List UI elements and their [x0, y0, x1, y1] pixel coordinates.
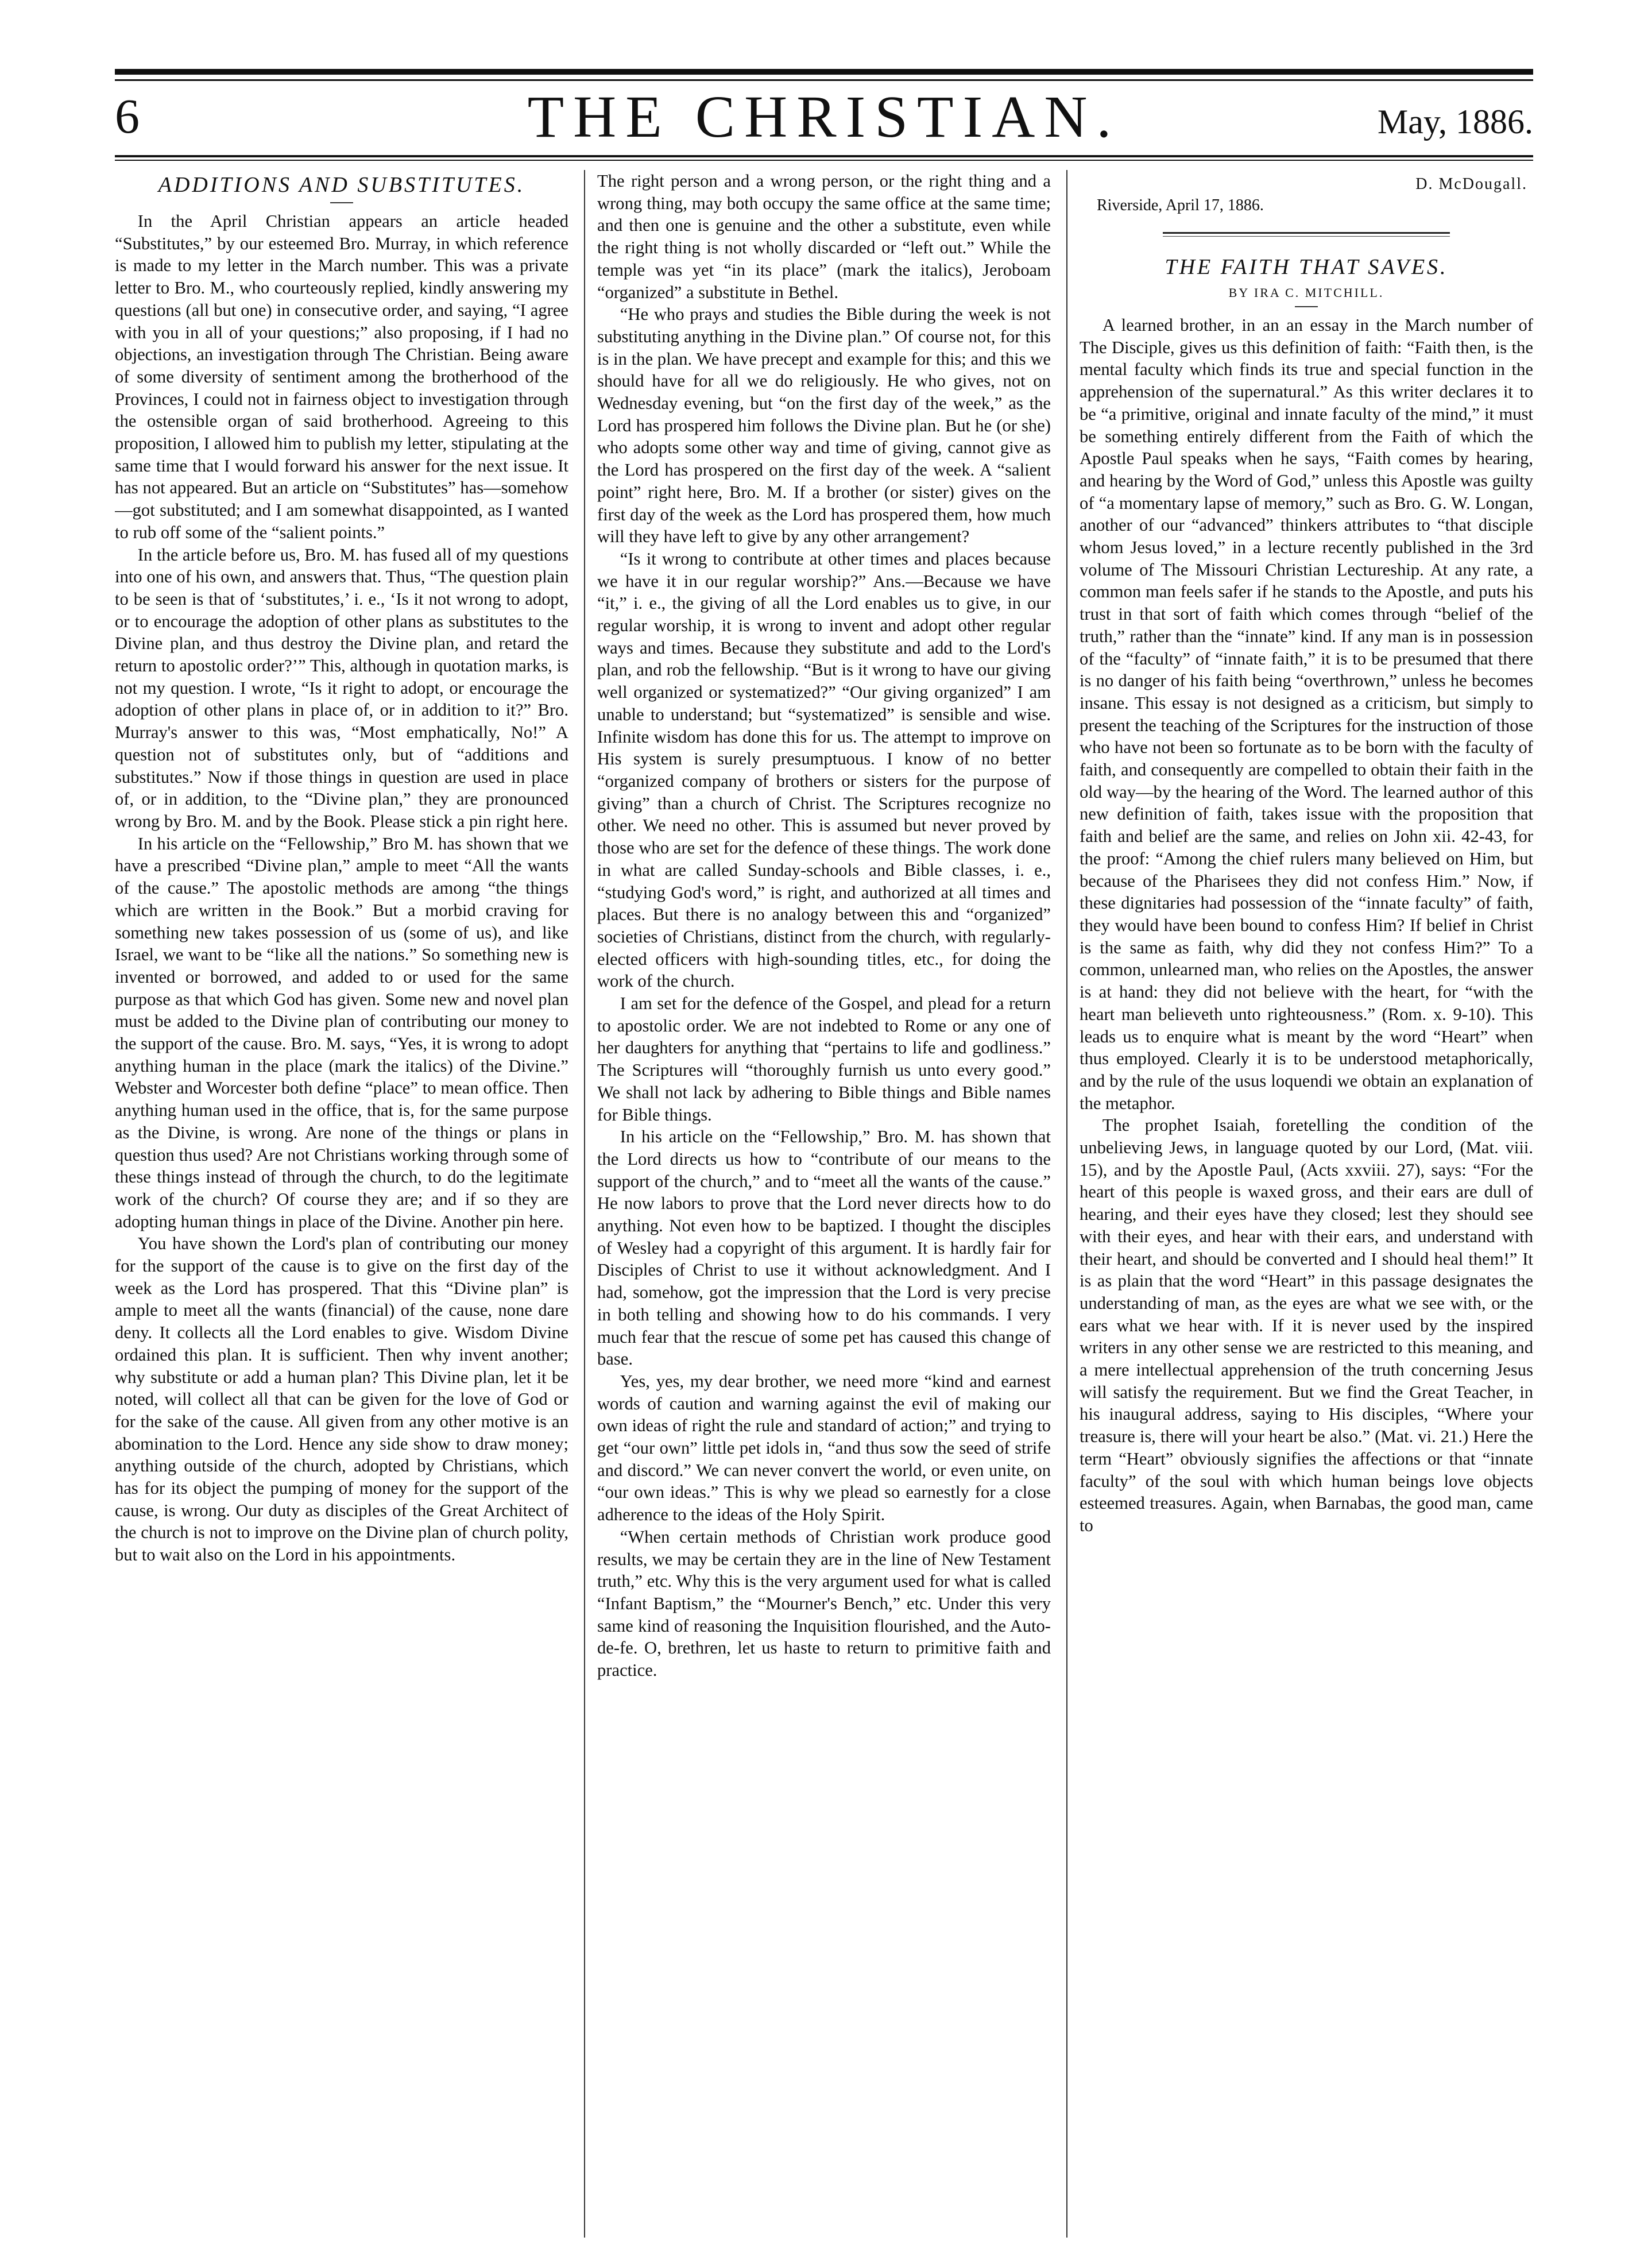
column-2: [597, 170, 1051, 2238]
masthead-rule-top-thick: [115, 69, 1533, 75]
masthead-rule-bottom-thick: [115, 155, 1533, 157]
masthead: [115, 86, 1533, 149]
masthead-rule-bottom-thin: [115, 160, 1533, 161]
article-paragraph: In his article on the “Fellowship,” Bro M. has shown that we have a prescribed “Divine plan,” ample to meet “All the wants of the cause.” The apostolic methods are among “the things which are written in the Book.” But a morbid craving for something new takes possession of us (some of us), and like Israel, we want to be “like all the nations.” So something new is invented or borrowed, and added to or used for the same purpose as that which God has given. Some new and novel plan must be added to the Divine plan of contributing our money to the support of the cause. Bro. M. says, “Yes, it is wrong to adopt anything human in the place (mark the italics) of the Divine.” Webster and Worcester both define “place” to mean office. Then anything human used in the office, that is, for the same purpose as the Divine, is wrong. Are none of the things or plans in question thus used? Are not Christians working through some of these things instead of through the church, to do the legitimate work of the church? Of course they are; and if so they are adopting human things in place of the Divine. Another pin here.: [115, 833, 568, 1231]
article-paragraph: “Is it wrong to contribute at other times and places because we have it in our regular worship?” Ans.—Because we have “it,” i. e., the giving of all the Lord enables us to give, in our regular worship, it is wrong to invent and adopt other regular ways and times. Because they substitute and add to the Lord's plan, and rob the fellowship. “But is it wrong to have our giving well organized or systematized?” “Our giving organized” I am unable to understand; but “systematized” is sensible and wise. Infinite wisdom has done this for us. The attempt to improve on His system is surely presumptuous. I know of no better “organized company of brothers or sisters for the purpose of giving” than a church of Christ. The Scriptures recognize no other. We need no other. This is assumed but never proved by those who are set for the defence of these things. The work done in what are called Sunday-schools and Bible classes, i. e., “studying God's word,” is right, and authorized at all times and places. But there is no analogy between this and “organized” societies of Christians, distinct from the church, with regularly-elected officers with high-sounding titles, etc., for doing the work of the church.: [597, 548, 1051, 991]
column-separator: [1066, 170, 1067, 2238]
paper-title: THE CHRISTIAN.: [527, 84, 1121, 150]
column-3: [1080, 170, 1533, 2238]
article-paragraph: Yes, yes, my dear brother, we need more “kind and earnest words of caution and warning against the evil of making our own ideas of right the rule and standard of action;” and trying to get “our own” little pet idols in, “and thus sow the seed of strife and discord.” We can never convert the world, or even unite, on “our own ideas.” This is why we plead so earnestly for a close adherence to the ideas of the Holy Spirit.: [597, 1371, 1051, 1525]
masthead-rule-top-thin: [115, 79, 1533, 81]
article-divider: [1163, 232, 1450, 234]
column-1: [115, 170, 568, 2238]
article-paragraph: You have shown the Lord's plan of contributing our money for the support of the cause is to give on the first day of the week as the Lord has prospered. That this “Divine plan” is ample to meet all the wants (financial) of the cause, none dare deny. It collects all the Lord enables to give. Wisdom Divine ordained this plan. It is sufficient. Then why invent another; why substitute or add a human plan? This Divine plan, let it be noted, will collect all that can be given for the love of God or for the sake of the cause. All given from any other motive is an abomination to the Lord. Hence any side show to draw money; anything outside of the church, adopted by Christians, which has for its object the pumping of money for the support of the cause, is wrong. Our duty as disciples of the Great Architect of the church is not to improve on the Divine plan of church polity, but to wait also on the Lord in his appointments.: [115, 1234, 568, 1565]
article-headline: ADDITIONS AND SUBSTITUTES.: [158, 173, 525, 197]
article-byline: BY IRA C. MITCHILL.: [1228, 285, 1384, 300]
article-paragraph: The right person and a wrong person, or the right thing and a wrong thing, may both occupy the same office at the same time; and then one is genuine and the other a substitute, even while the right thing is not wholly discarded or “left out.” While the temple was yet “in its place” (mark the italics), Jeroboam “organized” a substitute in Bethel.: [597, 171, 1051, 302]
article-paragraph: In the April Christian appears an article headed “Substitutes,” by our esteemed Bro. Murray, in which reference is made to my letter in the March number. This was a private letter to Bro. M., who courteously replied, kindly answering my questions (all but one) in consecutive order, and saying, “I agree with you in all of your questions;” also proposing, if I had no objections, an investigation through The Christian. Being aware of some diversity of sentiment among the brotherhood of the Provinces, I could not in fairness object to investigation through the ostensible organ of said brotherhood. Agreeing to this proposition, I allowed him to publish my letter, stipulating at the same time that I would forward his answer for the next issue. It has not appeared. But an article on “Substitutes” has—somehow—got substituted; and I am somewhat disappointed, as I wanted to rub off some of the “salient points.”: [115, 211, 568, 542]
byline-dash: [1295, 306, 1318, 307]
article-dateline: Riverside, April 17, 1886.: [1097, 196, 1264, 214]
article-paragraph: “When certain methods of Christian work produce good results, we may be certain they are in the line of New Testament truth,” etc. Why this is the very argument used for what is called “Infant Baptism,” the “Mourner's Bench,” etc. Under this very same kind of reasoning the Inquisition flourished, and the Auto-de-fe. O, brethren, let us haste to return to primitive faith and practice.: [597, 1527, 1051, 1680]
article-paragraph: “He who prays and studies the Bible during the week is not substituting anything in the Divine plan.” Of course not, for this is in the plan. We have precept and example for this; and this we should have for all we do religiously. He who gives, not on Wednesday evening, but “on the first day of the week,” as the Lord has prospered him follows the Divine plan. But he (or she) who adopts some other way and time of giving, cannot give as the Lord has prospered on the first day of the week. A “salient point” right here, Bro. M. If a brother (or sister) gives on the first day of the week as the Lord has prospered them, how much will they have left to give by any other arrangement?: [597, 304, 1051, 547]
page-number: 6: [115, 88, 140, 144]
column-separator: [584, 170, 585, 2238]
article-paragraph: In the article before us, Bro. M. has fused all of my questions into one of his own, and answers that. Thus, “The question plain to be seen is that of ‘substitutes,’ i. e., ‘Is it not wrong to adopt, or to encourage the adoption of other plans as substitutes to the Divine plan, and thus destroy the Divine plan, and retard the return to apostolic order?’” This, although in quotation marks, is not my question. I wrote, “Is it right to adopt, or encourage the adoption of other plans in place of, or in addition to it?” Bro. Murray's answer to this was, “Most emphatically, No!” A question not of substitutes only, but of “additions and substitutes.” Now if those things in question are used in place of, or in addition, to the “Divine plan,” they are pronounced wrong by Bro. M. and by the Book. Please stick a pin right here.: [115, 544, 568, 831]
article-paragraph: I am set for the defence of the Gospel, and plead for a return to apostolic order. We are not indebted to Rome or any one of her daughters for anything that “pertains to life and godliness.” The Scriptures will “thoroughly furnish us unto every good.” We shall not lack by adhering to Bible things and Bible names for Bible things.: [597, 994, 1051, 1125]
issue-date: May, 1886.: [1377, 103, 1533, 141]
article-headline: THE FAITH THAT SAVES.: [1165, 255, 1448, 279]
article-paragraph: The prophet Isaiah, foretelling the condition of the unbelieving Jews, in language quoted by our Lord, (Mat. viii. 15), and by the Apostle Paul, (Acts xxviii. 27), says: “For the heart of this people is waxed gross, and their ears are dull of hearing, and their eyes have they closed; lest they should see with their eyes, and hear with their ears, and understand with their heart, and should be converted and I should heal them!” It is as plain that the word “Heart” in this passage designates the understanding of man, as the eyes are what we see with, or the ears what we hear with. If it is never used by the inspired writers in any other sense we are restricted to this meaning, and a mere intellectual apprehension of the truth concerning Jesus will satisfy the requirement. But we find the Great Teacher, in his inaugural address, saying to His disciples, “Where your treasure is, there will your heart be also.” (Mat. vi. 21.) Here the term “Heart” obviously signifies the affections or that “innate faculty” of the soul with which human beings love objects esteemed treasures. Again, when Barnabas, the good man, came to: [1080, 1115, 1533, 1535]
article-paragraph: In his article on the “Fellowship,” Bro. M. has shown that the Lord directs us how to “contribute of our means to the support of the church,” and to “meet all the wants of the cause.” He now labors to prove that the Lord never directs how to do anything. Not even how to be baptized. I thought the disciples of Wesley had a copyright of this argument. It is hardly fair for Disciples of Christ to use it without acknowledgment. And I had, somehow, got the impression that the Lord is very precise in both telling and showing how to do his commands. I very much fear that the rescue of some pet has caused this change of base.: [597, 1127, 1051, 1369]
article-signature: D. McDougall.: [1415, 175, 1527, 193]
article-paragraph: A learned brother, in an an essay in the March number of The Disciple, gives us this definition of faith: “Faith then, is the mental faculty which finds its true and special function in the apprehension of the supernatural.” As this writer declares it to be “a primitive, original and innate faculty of the mind,” it must be something entirely different from the Faith of which the Apostle Paul speaks when he says, “Faith comes by hearing, and hearing by the Word of God,” unless this Apostle was guilty of “a momentary lapse of memory,” such as Bro. G. W. Longan, another of our “advanced” thinkers attributes to “that disciple whom Jesus loved,” in a lecture recently published in the 3rd volume of The Missouri Christian Lectureship. At any rate, a common man feels safer if he stands to the Apostle, and puts his trust in that sort of faith which comes through “belief of the truth,” rather than the “innate” kind. If any man is in possession of the “faculty” of “innate faith,” it is to be presumed that there is no danger of his faith being “overthrown,” unless he becomes insane. This essay is not designed as a criticism, but simply to present the teaching of the Scriptures for the instruction of those who have not been so fortunate as to be born with the faculty of faith, and consequently are compelled to obtain their faith in the old way—by the hearing of the Word. The learned author of this new definition of faith, takes issue with the proposition that faith and belief are the same, and relies on John xii. 42-43, for the proof: “Among the chief rulers many believed on Him, but because of the Pharisees they did not confess Him.” Now, if these dignitaries had possession of the “innate faculty” of faith, they would have been bound to confess Him? If belief in Christ is the same as faith, why did they not confess Him?” To a common, unlearned man, who relies on the Apostles, the answer is at hand: they did not believe with the heart, for “with the heart man believeth unto righteousness.” (Rom. x. 9-10). This leads us to enquire what is meant by the word “Heart” when thus employed. Clearly it is to be understood metaphorically, and by the rule of the usus loquendi we obtain an explanation of the metaphor.: [1080, 315, 1533, 1113]
headline-dash: [330, 202, 353, 203]
